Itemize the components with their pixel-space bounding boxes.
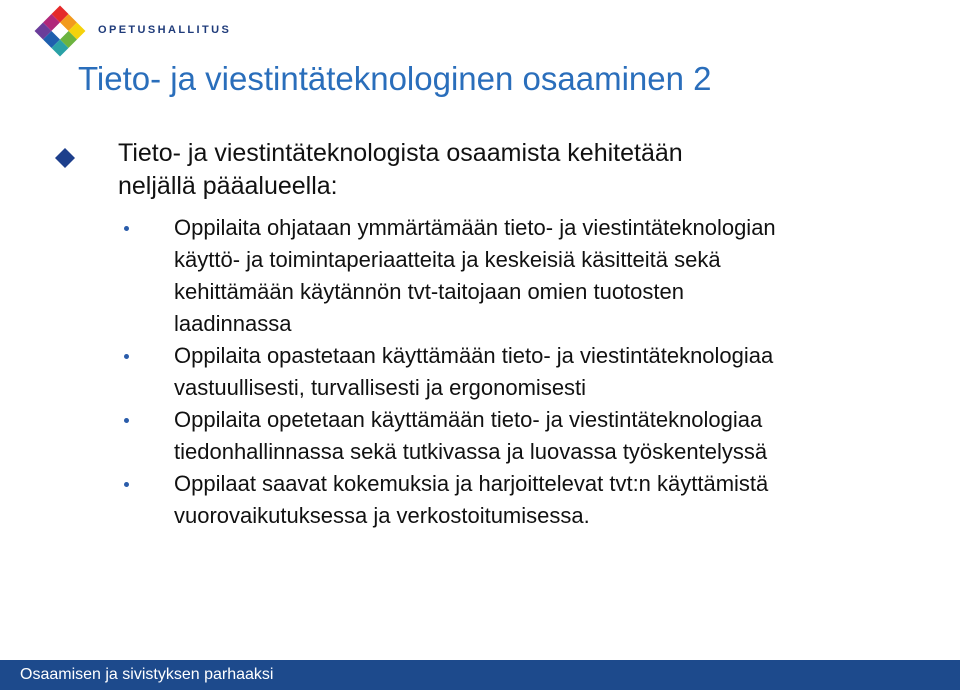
bullet-dot-icon <box>124 418 129 423</box>
slide-title: Tieto- ja viestintäteknologinen osaaminen 2 <box>78 60 712 97</box>
item-line: vastuullisesti, turvallisesti ja ergonomisesti <box>174 375 587 400</box>
list-item <box>124 212 914 340</box>
intro-line: Tieto- ja viestintäteknologista osaamista kehitetään <box>118 139 683 167</box>
item-line: Oppilaita opetetaan käyttämään tieto- ja viestintäteknologiaa <box>174 407 763 432</box>
item-line: kehittämään käytännön tvt-taitojaan omien tuotosten <box>174 279 684 304</box>
list-item <box>124 468 914 532</box>
item-line: Oppilaita ohjataan ymmärtämään tieto- ja viestintäteknologian <box>174 215 776 240</box>
intro-text <box>118 137 924 203</box>
brand-name: OPETUSHALLITUS <box>98 24 232 36</box>
item-line: Oppilaat saavat kokemuksia ja harjoittelevat tvt:n käyttämistä <box>174 471 769 496</box>
item-line: tiedonhallinnassa sekä tutkivassa ja luovassa työskentelyssä <box>174 439 768 464</box>
bullet-dot-icon <box>124 482 129 487</box>
item-line: laadinnassa <box>174 311 292 336</box>
intro-block <box>54 137 924 203</box>
diamond-bullet-icon <box>54 147 76 169</box>
bullet-list <box>124 212 914 532</box>
footer-slogan: Osaamisen ja sivistyksen parhaaksi <box>20 666 274 683</box>
list-item <box>124 404 914 468</box>
diamond-quilt-logo-icon <box>34 5 86 57</box>
bullet-dot-icon <box>124 226 129 231</box>
item-line: Oppilaita opastetaan käyttämään tieto- ja viestintäteknologiaa <box>174 343 774 368</box>
item-line: vuorovaikutuksessa ja verkostoitumisessa. <box>174 503 590 528</box>
bullet-dot-icon <box>124 354 129 359</box>
item-line: käyttö- ja toimintaperiaatteita ja keskeisiä käsitteitä sekä <box>174 247 721 272</box>
intro-line: neljällä pääalueella: <box>118 172 338 200</box>
footer-bar <box>0 660 960 690</box>
list-item <box>124 340 914 404</box>
